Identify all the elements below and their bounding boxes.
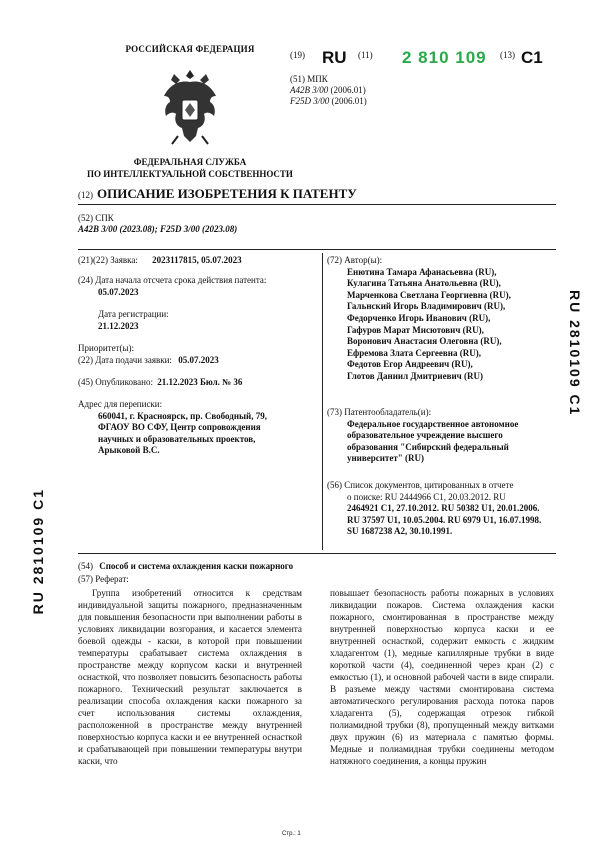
column-divider xyxy=(322,253,323,550)
abstract-line: витками двух пружин (6) из материала с памятью xyxy=(330,720,555,742)
abstract-line: содержит емкость с жидким хладагентом (1), xyxy=(330,636,554,658)
author-name: Федорченко Игорь Иванович (RU), xyxy=(347,312,491,323)
application-value: 2023117815, 05.07.2023 xyxy=(152,255,242,265)
address-line: 660041, г. Красноярск, пр. Свободный, 79, xyxy=(98,410,267,421)
abstract-left-column xyxy=(78,587,302,767)
abstract-line: предназначенным для повышения безопасности xyxy=(78,600,302,622)
document-title xyxy=(78,186,357,202)
filing-value: 05.07.2023 xyxy=(178,355,219,365)
registration-label: Дата регистрации: xyxy=(98,309,169,319)
application-label: (21)(22) Заявка: xyxy=(78,255,138,265)
abstract-line: части (4), соединенной через кран (2) с емкостью xyxy=(330,660,555,682)
docs-label: (56) Список документов, цитированных в отчете xyxy=(327,480,514,490)
abstract-line: повышении температуры внутри каски, что xyxy=(78,744,302,766)
published-row xyxy=(78,377,242,389)
filing-row xyxy=(78,355,219,367)
abstract-line: пожарного. Технический результат заключается xyxy=(78,684,288,694)
owner-line: образовательное учреждение высшего xyxy=(347,430,503,441)
abstract-line: индивидуальной защиты пожарного, xyxy=(78,600,228,610)
authors-label: (72) Автор(ы): xyxy=(327,255,383,265)
docs-line: о поиске: RU 2444966 C1, 20.03.2012. RU xyxy=(347,491,506,502)
abstract-line: что позволяет повысить безопасность работы xyxy=(122,672,303,682)
owner-block xyxy=(327,407,518,465)
spk-divider xyxy=(78,249,556,250)
mpk-class-2: F25D 3/00 xyxy=(290,96,330,106)
address-line: научных и образовательных проектов, xyxy=(98,433,256,444)
patent-number: 2 810 109 xyxy=(402,48,487,67)
page-number: Стр.: 1 xyxy=(282,831,301,837)
owner-line: образования "Сибирский федеральный xyxy=(347,441,509,452)
abstract-line: при выполнении работы в условиях ликвидации xyxy=(78,612,302,634)
authors-block xyxy=(327,255,511,383)
docs-line: 2464921 C1, 27.10.2012. RU 50382 U1, 20.01.2006. xyxy=(347,503,540,514)
side-code-right: RU 2810109 C1 xyxy=(567,290,583,417)
abstract-line: и ее внутренней оснасткой и срабатывающей при xyxy=(78,732,303,754)
address-label: Адрес для переписки: xyxy=(78,399,163,409)
abstract-line: повышает безопасность работы пожарных в xyxy=(330,588,514,598)
abstract-line: возгорания, и касается элемента боевой одежды xyxy=(78,624,302,646)
abstract-line: - каски, в которой при повышении температуры xyxy=(78,636,303,658)
author-name: Воронович Анастасия Олеговна (RU), xyxy=(347,336,502,347)
country-code: RU xyxy=(322,48,347,67)
term-label: (24) Дата начала отсчета срока действия патента: xyxy=(78,275,267,285)
spk-value: A42B 3/00 (2023.08); F25D 3/00 (2023.08) xyxy=(78,224,238,234)
abstract-line: между корпусом каски и внутренней оснасткой, xyxy=(78,660,302,682)
application-row xyxy=(78,255,242,267)
abstract-line: охлаждения каски пожарного, смонтированная xyxy=(330,600,554,622)
invention-title-text: Способ и система охлаждения каски пожарного xyxy=(99,561,294,571)
abstract-right-column xyxy=(330,587,554,767)
kind-code: C1 xyxy=(521,48,543,67)
abstract-line: автоматического регулирования расхода потока xyxy=(330,696,526,706)
abstract-line: срабатывает система охлаждения в пространстве xyxy=(78,648,303,670)
abstract-line: паров хладагента (5), содержащая отрезок гибкой xyxy=(330,696,554,718)
published-value: 21.12.2023 Бюл. № 36 xyxy=(157,377,243,387)
author-name: Ефремова Злата Сергеевна (RU), xyxy=(347,347,481,358)
abstract-line: медные капиллярные трубки в виде короткой xyxy=(330,648,554,670)
docs-line: RU 37597 U1, 10.05.2004. RU 6979 U1, 16.07.1998. xyxy=(347,514,542,525)
published-label: (45) Опубликовано: xyxy=(78,377,153,387)
title-divider xyxy=(78,204,556,205)
priority-label: Приоритет(ы): xyxy=(78,343,135,353)
term-value: 05.07.2023 xyxy=(98,286,139,297)
filing-label: (22) Дата подачи заявки: xyxy=(78,355,172,365)
abstract-line: пожарного за счет использования системы xyxy=(78,696,302,718)
term-block xyxy=(78,275,266,298)
author-name: Глотов Даниил Дмитриевич (RU) xyxy=(347,370,483,381)
abstract-label: (57) Реферат: xyxy=(78,574,129,584)
owner-line: университет" (RU) xyxy=(347,453,424,464)
biblio-divider xyxy=(78,553,556,554)
invention-title xyxy=(78,561,293,571)
abstract-line: (1), и основной рабочей части в виде спирали. В xyxy=(330,672,555,694)
abstract-line: в реализации способа охлаждения каски xyxy=(78,684,303,706)
abstract-line: разъеме между частями смонтирована система xyxy=(344,684,554,694)
author-name: Енютина Тамара Афанасьевна (RU), xyxy=(347,266,497,277)
agency-name xyxy=(70,156,310,180)
address-line: Арыковой В.С. xyxy=(98,445,160,456)
mpk-label: (51) МПК xyxy=(290,74,328,84)
coat-of-arms-icon xyxy=(160,66,220,148)
mpk-class-1: A42B 3/00 xyxy=(290,85,329,95)
code-11: (11) xyxy=(358,50,373,60)
author-name: Федотов Егор Андреевич (RU), xyxy=(347,359,473,370)
title-code: (12) xyxy=(78,190,93,200)
code-19: (19) xyxy=(290,50,305,60)
country-name: РОССИЙСКАЯ ФЕДЕРАЦИЯ xyxy=(125,44,255,54)
address-block xyxy=(78,399,267,457)
address-line: ФГАОУ ВО СФУ, Центр сопровождения xyxy=(98,422,261,433)
abstract-line: Группа изобретений относится к средствам xyxy=(92,588,302,598)
mpk-block xyxy=(290,74,367,107)
mpk-class-1-version: (2006.01) xyxy=(330,85,366,95)
code-13: (13) xyxy=(500,50,515,60)
author-name: Марченкова Светлана Георгиевна (RU), xyxy=(347,289,511,300)
docs-block xyxy=(327,480,541,538)
side-code-left: RU 2810109 C1 xyxy=(30,488,46,615)
agency-line-2: ПО ИНТЕЛЛЕКТУАЛЬНОЙ СОБСТВЕННОСТИ xyxy=(87,169,293,179)
author-name: Гафуров Марат Мисютович (RU), xyxy=(347,324,484,335)
title-text: ОПИСАНИЕ ИЗОБРЕТЕНИЯ К ПАТЕНТУ xyxy=(97,186,357,201)
author-name: Кулагина Татьяна Анатольевна (RU), xyxy=(347,278,501,289)
abstract-line: методом натяжного соединения, а концы пружин xyxy=(330,744,555,766)
abstract-line: формы. Медные и полиамидная трубки соединены xyxy=(330,732,554,754)
abstract-line: корпуса каски и ее внутренней оснасткой, xyxy=(330,624,555,646)
abstract-line: между внутренней поверхностью корпуса каски xyxy=(78,720,303,742)
spk-block xyxy=(78,213,237,235)
owner-label: (73) Патентообладатель(и): xyxy=(327,407,432,417)
author-name: Гальнский Игорь Владимирович (RU), xyxy=(347,301,506,312)
agency-line-1: ФЕДЕРАЛЬНАЯ СЛУЖБА xyxy=(133,157,247,167)
registration-value: 21.12.2023 xyxy=(98,320,139,331)
abstract-line: в пространстве между внутренней поверхностью xyxy=(330,612,554,634)
invention-title-code: (54) xyxy=(78,561,93,571)
abstract-line: охлаждения, расположенной в пространстве xyxy=(78,708,302,730)
abstract-line: полиамидной трубки (8), пропущенный между xyxy=(330,720,519,730)
owner-line: Федеральное государственное автономное xyxy=(347,418,519,429)
mpk-class-2-version: (2006.01) xyxy=(331,96,367,106)
spk-label: (52) СПК xyxy=(78,213,114,223)
docs-line: SU 1687238 A2, 30.10.1991. xyxy=(347,526,453,537)
registration-block xyxy=(78,309,169,332)
abstract-line: условиях ликвидации пожаров. Система xyxy=(330,588,554,610)
